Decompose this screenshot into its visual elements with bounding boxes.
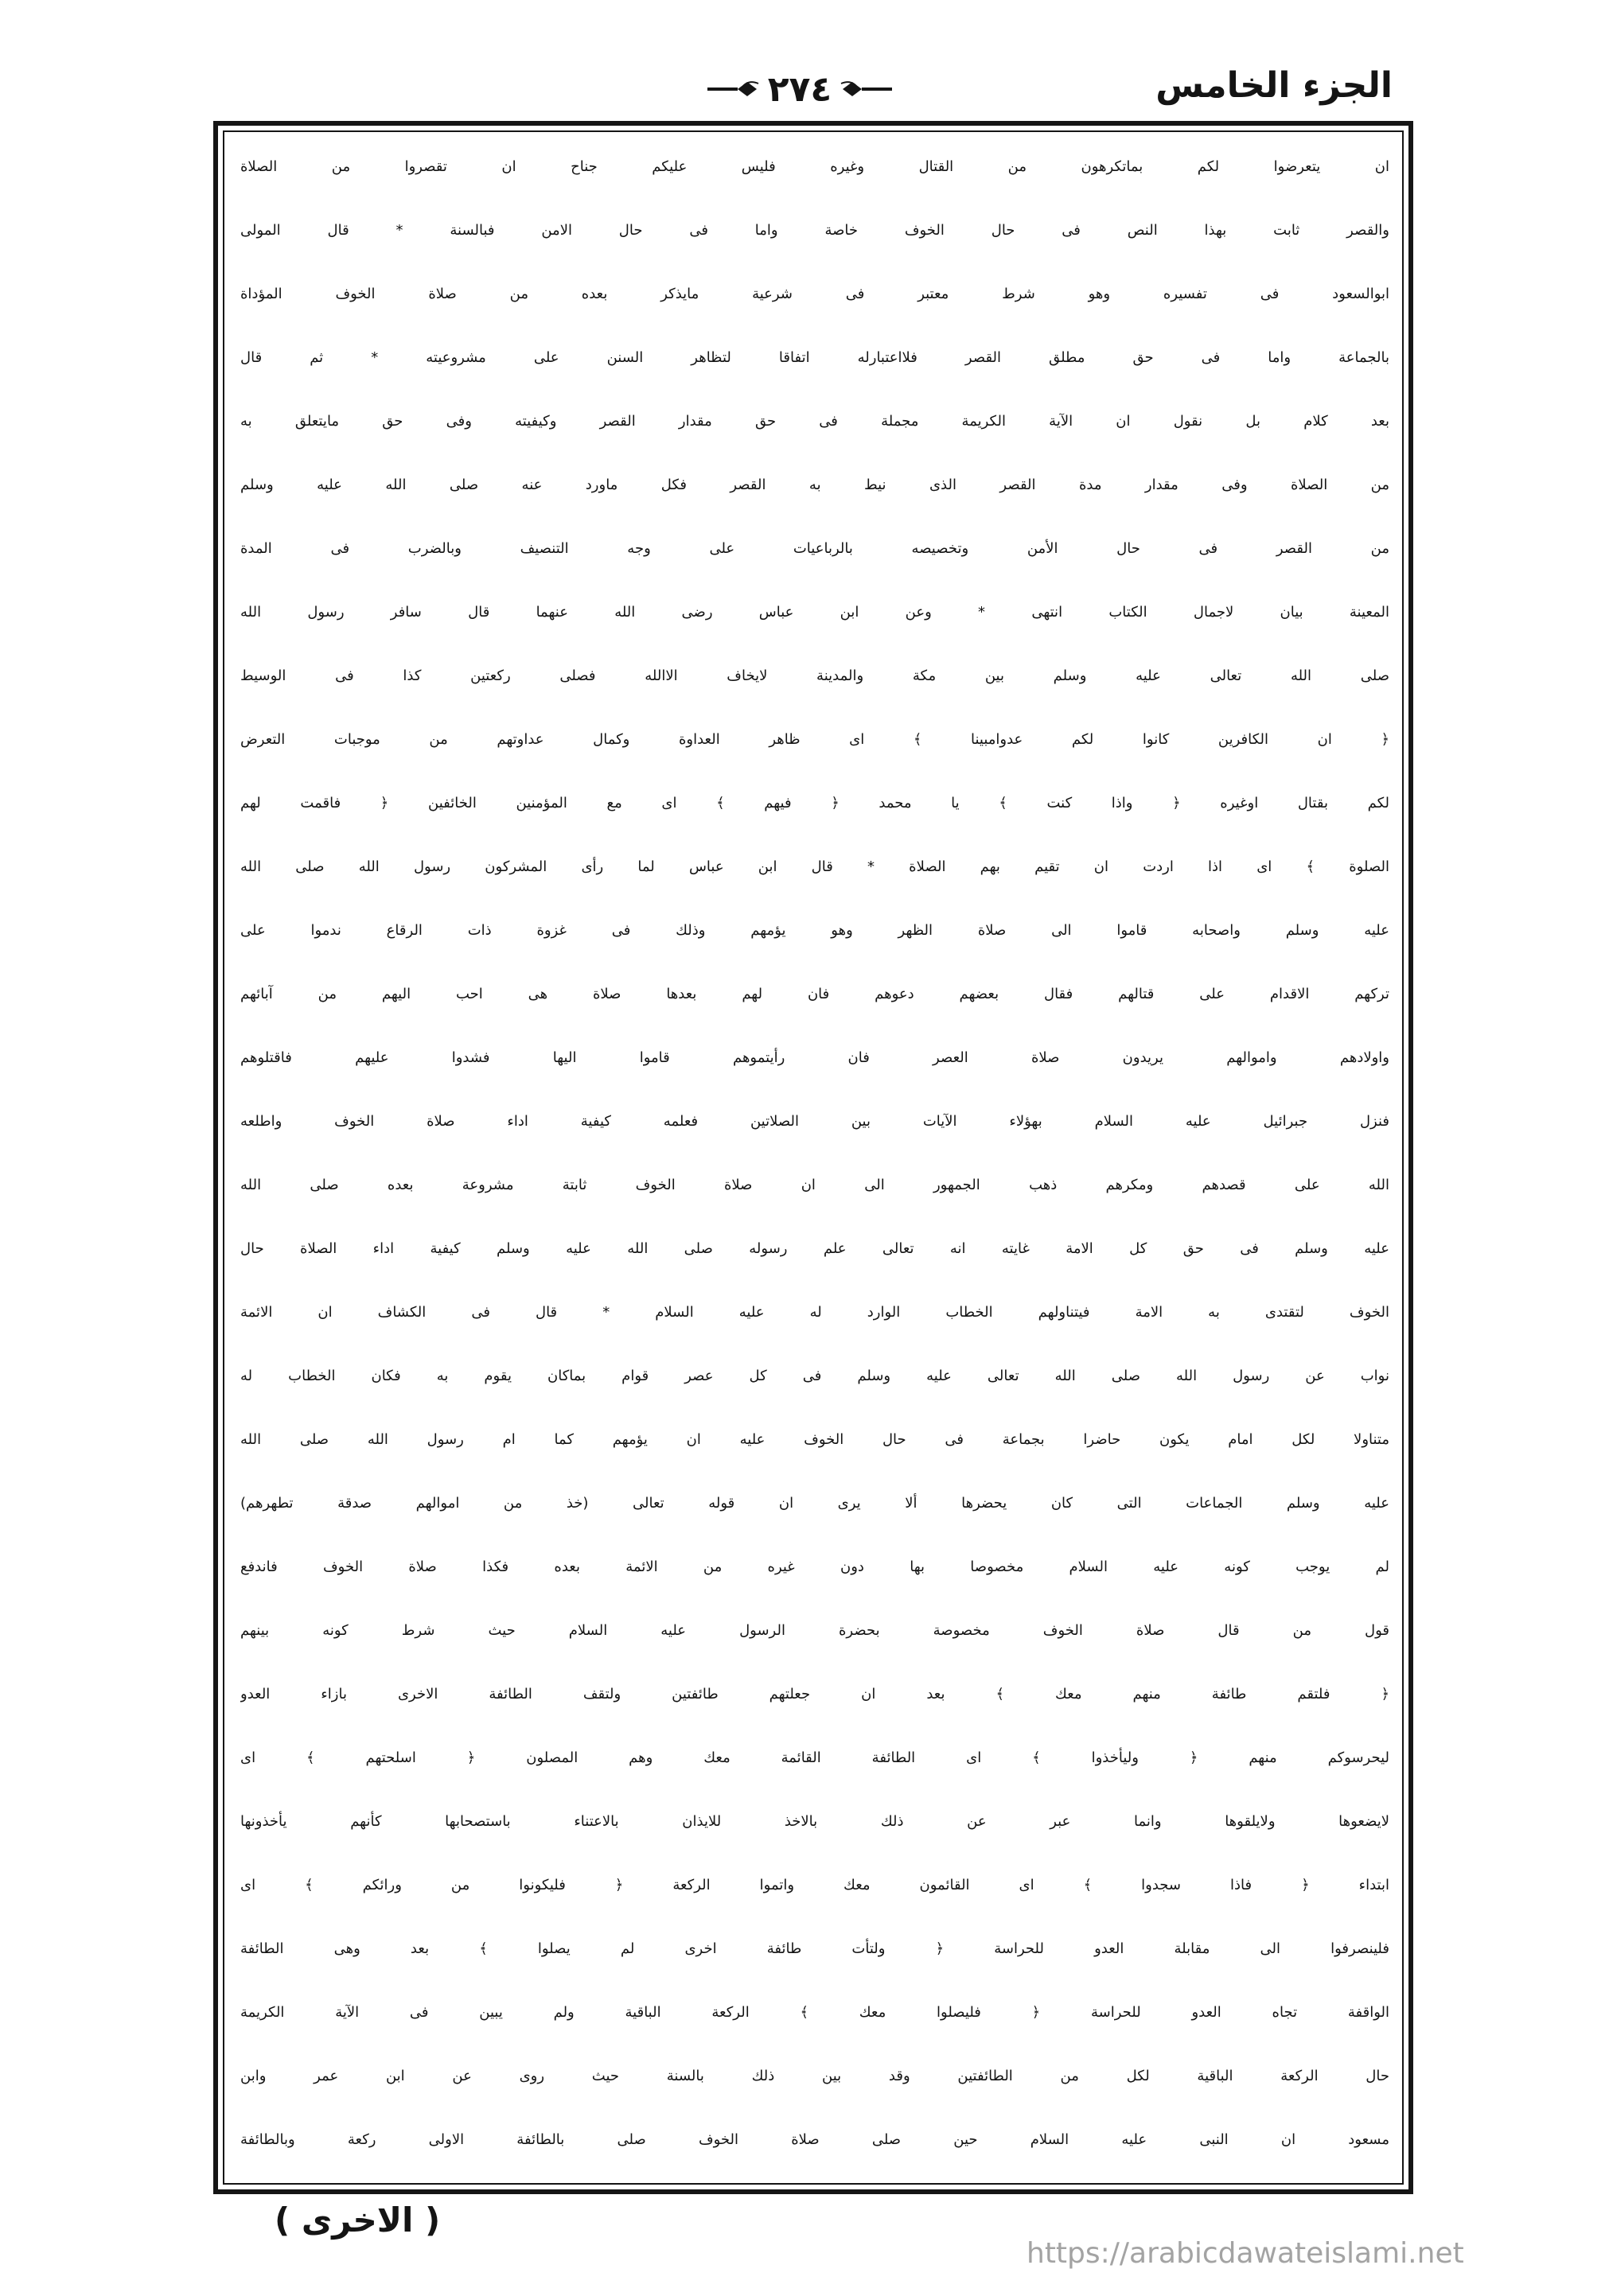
part-title: الجزء الخامس [1155, 65, 1393, 106]
text-line: عليه وسلم واصحابه قاموا الى صلاة الظهر وهو يؤمهم وذلك فى غزوة ذات الرقاع ندموا على [240, 922, 1389, 939]
ornament-left-icon [706, 77, 762, 101]
text-line: ابتداء ﴿ فاذا سجدوا ﴾ اى القائمون معك واتموا الركعة ﴿ فليكونوا من ورائكم ﴾ اى [240, 1877, 1389, 1893]
text-line: ان يتعرضوا لكم بماتكرهون من القتال وغيره فليس عليكم جناح ان تقصروا من الصلاة [240, 158, 1389, 175]
text-line: عليه وسلم الجماعات التى كان يحضرها ألا يرى ان قوله تعالى (خذ من اموالهم صدقة تطهرهم) [240, 1495, 1389, 1512]
text-line: فلينصرفوا الى مقابلة العدو للحراسة ﴿ ولتأت طائفة اخرى لم يصلوا ﴾ بعد وهى الطائفة [240, 1940, 1389, 1957]
text-line: الصلوة ﴾ اى اذا اردت ان تقيم بهم الصلاة * قال ابن عباس لما رأى المشركون رسول الله صلى الله [240, 858, 1389, 875]
text-line: حال الركعة الباقية لكل من الطائفتين وقد بين ذلك بالسنة حيث روى عن ابن عمر وابن [240, 2068, 1389, 2084]
text-line: متناولا لكل امام يكون حاضرا بجماعة فى حال الخوف عليه ان يؤمهم كما ام رسول الله صلى الله [240, 1431, 1389, 1448]
page-number-ornament [700, 65, 899, 113]
watermark-url: https://arabicdawateislami.net [1027, 2237, 1464, 2270]
text-line: ابوالسعود فى تفسيره وهو شرط معتبر فى شرعية مايذكر بعده من صلاة الخوف المؤداة [240, 286, 1389, 302]
text-line: لايضعوها ولايلقوها وانما عبر عن ذلك بالاخذ للايذان بالاعتناء باستصحابها كأنهم يأخذونها [240, 1813, 1389, 1830]
text-line: والقصر ثابت بهذا النص فى حال الخوف خاصة واما فى حال الامن فبالسنة * قال المولى [240, 222, 1389, 239]
ornament-right-icon [838, 77, 894, 101]
text-line: تركهم الاقدام على قتالهم فقال بعضهم دعوهم فان لهم بعدها صلاة هى احب اليهم من آبائهم [240, 986, 1389, 1002]
text-line: لم يوجب كونه عليه السلام مخصوصا بها دون غيره من الائمة بعده فكذا صلاة الخوف فاندفع [240, 1559, 1389, 1575]
text-line: قول من قال صلاة الخوف مخصوصة بحضرة الرسول عليه السلام حيث شرط كونه بينهم [240, 1622, 1389, 1639]
text-line: مسعود ان النبى عليه السلام حين صلى صلاة الخوف صلى بالطائفة الاولى ركعة وبالطائفة [240, 2131, 1389, 2148]
text-line: بعد كلام بل نقول ان الآية الكريمة مجملة فى حق مقدار القصر وكيفيته وفى حق مايتعلق به [240, 413, 1389, 430]
text-line: صلى الله تعالى عليه وسلم بين مكة والمدينة لايخاف الاالله فصلى ركعتين كذا فى الوسيط [240, 667, 1389, 684]
text-line: لكم بقتال اوغيره ﴿ واذا كنت ﴾ يا محمد ﴿ فيهم ﴾ اى مع المؤمنين الخائفين ﴿ فاقمت لهم [240, 795, 1389, 811]
text-line: الواقفة تجاه العدو للحراسة ﴿ فليصلوا معك ﴾ الركعة الباقية ولم يبين فى الآية الكريمة [240, 2004, 1389, 2021]
text-line: الخوف لتقتدى به الامة فيتناولهم الخطاب الوارد له عليه السلام * قال فى الكشاف ان الائمة [240, 1304, 1389, 1321]
text-line: ليحرسوكم منهم ﴿ وليأخذوا ﴾ اى الطائفة القائمة معك وهم المصلون ﴿ اسلحتهم ﴾ اى [240, 1749, 1389, 1766]
text-line: فنزل جبرائيل عليه السلام بهؤلاء الآيات بين الصلاتين فعلمه كيفية اداء صلاة الخوف واطلعه [240, 1113, 1389, 1130]
text-line: ﴿ فلتقم طائفة منهم معك ﴾ بعد ان جعلتهم طائفتين ولتقف الطائفة الاخرى بازاء العدو [240, 1686, 1389, 1703]
text-line: بالجماعة واما فى حق مطلق القصر فلااعتبارله اتفاقا لتظاهر السنن على مشروعيته * ثم قال [240, 349, 1389, 366]
text-line: واولادهم واموالهم يريدون صلاة العصر فان رأيتموهم قاموا اليها فشدوا عليهم فاقتلوهم [240, 1049, 1389, 1066]
body-text [240, 135, 1389, 2172]
text-line: من الصلاة وفى مقدار مدة القصر الذى نيط به القصر فكل ماورد عنه صلى الله عليه وسلم [240, 477, 1389, 493]
text-line: الله على قصدهم ومكرهم ذهب الجمهور الى ان صلاة الخوف ثابتة مشروعة بعده صلى الله [240, 1177, 1389, 1193]
text-line: من القصر فى حال الأمن وتخصيصه بالرباعيات على وجه التنصيف وبالضرب فى المدة [240, 540, 1389, 557]
catchword: ( الاخرى ) [275, 2201, 441, 2240]
text-line: عليه وسلم فى حق كل الامة غايته انه تعالى علم رسوله صلى الله عليه وسلم كيفية اداء الصلاة حال [240, 1240, 1389, 1257]
text-line: ﴿ ان الكافرين كانوا لكم عدوامبينا ﴾ اى ظاهر العداوة وكمال عداوتهم من موجبات التعرض [240, 731, 1389, 748]
page-number: ٢٧٤ [767, 68, 832, 110]
text-line: نواب عن رسول الله صلى الله تعالى عليه وسلم فى كل عصر قوام بماكان يقوم به فكان الخطاب له [240, 1368, 1389, 1384]
text-line: المعينة بيان لاجمال الكتاب انتهى * وعن ابن عباس رضى الله عنهما قال سافر رسول الله [240, 604, 1389, 621]
